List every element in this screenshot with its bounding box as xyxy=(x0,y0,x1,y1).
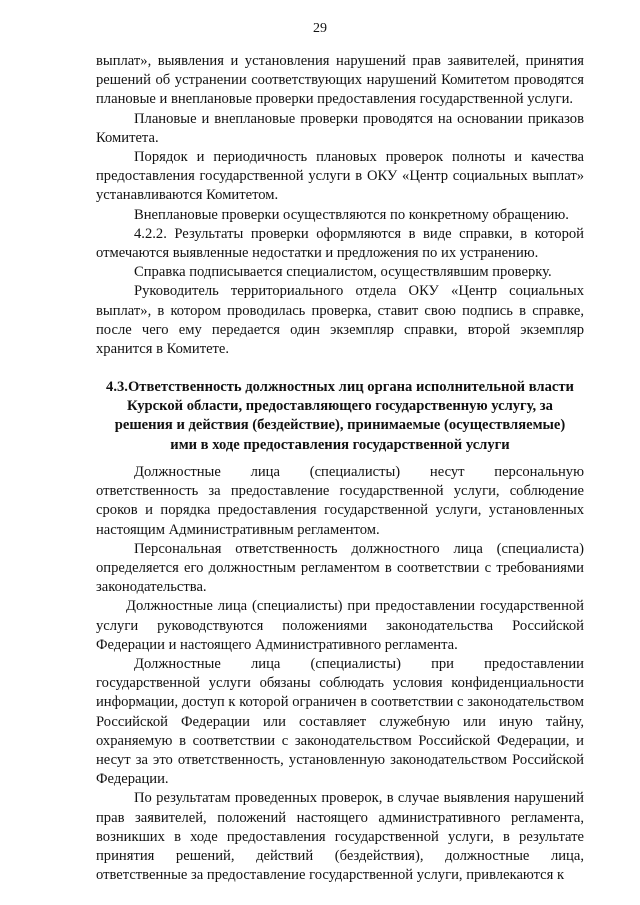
paragraph-job-regulations: Персональная ответственность должностного лица (специалиста) определяется его должностным регламентом в соответствии с требованиями законодательства. xyxy=(96,540,584,596)
paragraph-inspection-results: 4.2.2. Результаты проверки оформляются в виде справки, в которой отмечаются выявленные недостатки и предложения по их устранению. xyxy=(96,225,584,262)
paragraph-inspections-schedule: Порядок и периодичность плановых проверок полноты и качества предоставления государственной услуги в ОКУ «Центр социальных выплат» устанавливаются Комитетом. xyxy=(96,149,584,204)
paragraph-certificate-signing: Справка подписывается специалистом, осуществлявшим проверку. xyxy=(134,264,552,281)
paragraph-legislation-guidance: Должностные лица (специалисты) при предоставлении государственной услуги руководствуются положениями законодательства Российской Федерации и настоящего Административного регламента. xyxy=(96,598,584,653)
bottom-text-block xyxy=(96,463,584,885)
paragraph-unscheduled-inspections: Внеплановые проверки осуществляются по конкретному обращению. xyxy=(134,206,569,223)
page-number: 29 xyxy=(313,21,327,36)
paragraph-continuation: выплат», выявления и установления нарушений прав заявителей, принятия решений об устранении соответствующих нарушений Комитетом проводятся плановые и внеплановые проверки предоставления государственной услуги. xyxy=(96,53,584,108)
paragraph-department-head: Руководитель территориального отдела ОКУ «Центр социальных выплат», в котором проводилась проверка, ставит свою подпись в справке, после чего ему передается один экземпляр справки, второй экземпляр хранится в Комитете. xyxy=(96,283,584,358)
section-heading: 4.3.Ответственность должностных лиц органа исполнительной власти Курской области, предоставляющего государственную услугу, за решения и действия (бездействие), принимаемые (осуществляемые) ими в ходе предоставления государственной услуги xyxy=(106,379,574,453)
paragraph-inspections-basis: Плановые и внеплановые проверки проводятся на основании приказов Комитета. xyxy=(96,110,584,146)
paragraph-confidentiality: Должностные лица (специалисты) при предоставлении государственной услуги обязаны соблюдать условия конфиденциальности информации, доступ к которой ограничен в соответствии с законодательством Российской Федерации или составляет служебную или иную тайну, охраняемую в соответствии с законодательством Российской Федерации, и несут за это ответственность, установленную законодательством Российской Федерации. xyxy=(96,656,584,788)
paragraph-violations-liability: По результатам проведенных проверок, в случае выявления нарушений прав заявителей, положений настоящего административного регламента, возникших в ходе предоставления государственной услуги, в результате принятия решений, действий (бездействия), должностные лица, ответственные за предоставление государственной услуги, привлекаются к xyxy=(96,790,584,884)
paragraph-personal-responsibility: Должностные лица (специалисты) несут персональную ответственность за предоставление государственной услуги, соблюдение сроков и порядка предоставления государственной услуги, установленных настоящим Административным регламентом. xyxy=(96,464,584,538)
top-text-block xyxy=(96,52,584,359)
